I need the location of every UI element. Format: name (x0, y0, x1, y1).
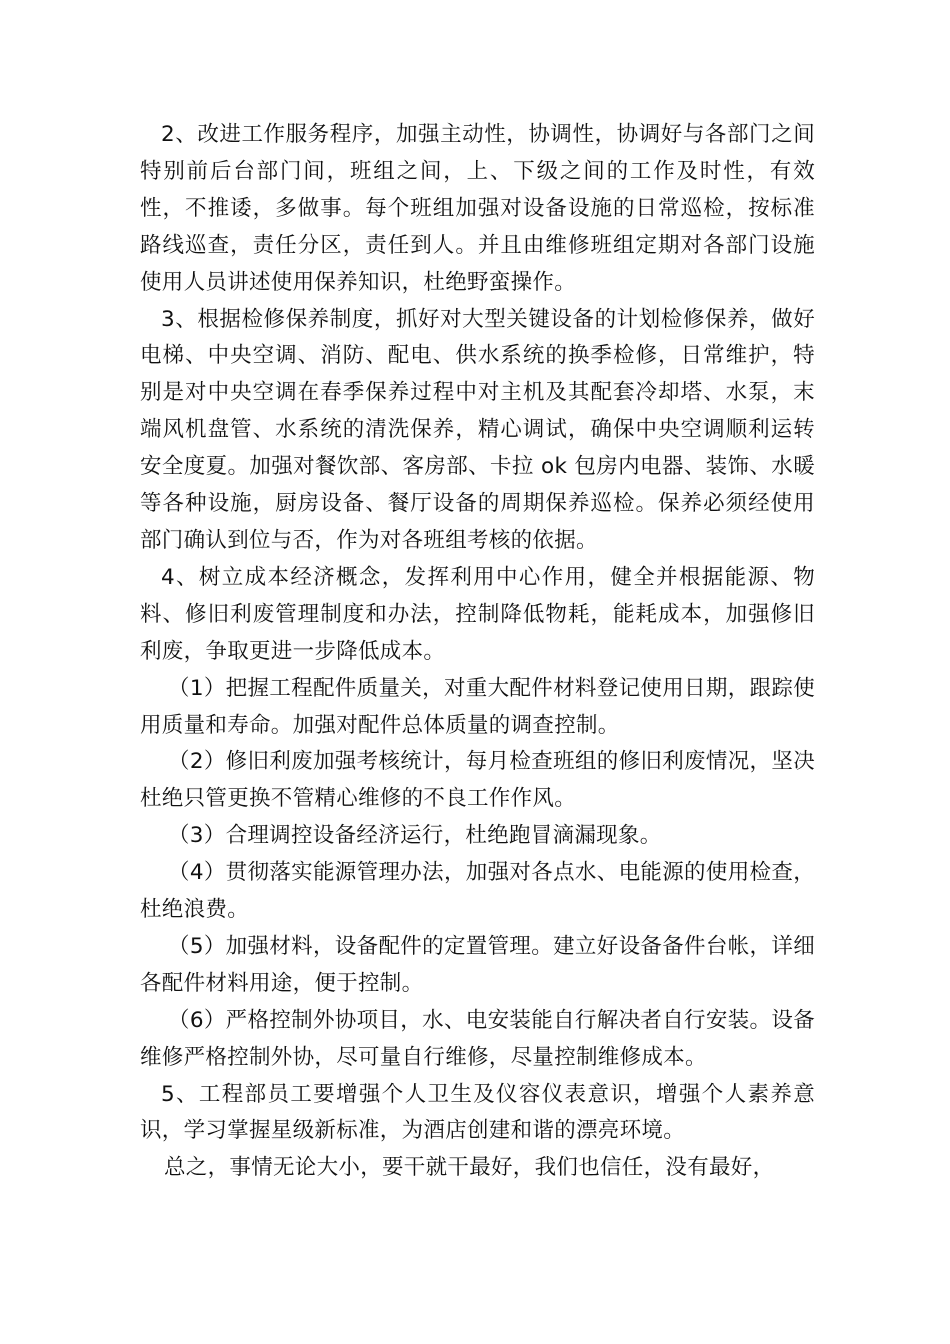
paragraph-item-3: 3、根据检修保养制度，抓好对大型关键设备的计划检修保养，做好电梯、中央空调、消防、配电、供水系统的换季检修，日常维护，特别是对中央空调在春季保养过程中对主机及其配套冷却塔、水泵，末端风机盘管、水系统的清洗保养，精心调试，确保中央空调顺利运转安全度夏。加强对餐饮部、客房部、卡拉 ok 包房内电器、装饰、水暖等各种设施，厨房设备、餐厅设备的周期保养巡检。保养必须经使用部门确认到位与否，作为对各班组考核的依据。 (140, 306, 815, 553)
document-body (140, 117, 815, 1187)
paragraph-item-4: 4、树立成本经济概念，发挥利用中心作用，健全并根据能源、物料、修旧利废管理制度和办法，控制降低物耗，能耗成本，加强修旧利废，争取更进一步降低成本。 (140, 564, 815, 664)
sub-item-1: （1）把握工程配件质量关，对重大配件材料登记使用日期，跟踪使用质量和寿命。加强对配件总体质量的调查控制。 (140, 675, 815, 738)
sub-item-6: （6）严格控制外协项目，水、电安装能自行解决者自行安装。设备维修严格控制外协，尽可量自行维修，尽量控制维修成本。 (140, 1007, 815, 1070)
conclusion-paragraph: 总之，事情无论大小，要干就干最好，我们也信任，没有最好， (164, 1155, 775, 1181)
sub-item-3: （3）合理调控设备经济运行，杜绝跑冒滴漏现象。 (168, 823, 662, 849)
sub-item-4: （4）贯彻落实能源管理办法，加强对各点水、电能源的使用检查，杜绝浪费。 (140, 860, 815, 923)
sub-item-2: （2）修旧利废加强考核统计，每月检查班组的修旧利废情况，坚决杜绝只管更换不管精心维修的不良工作作风。 (140, 749, 815, 812)
paragraph-item-2: 2、改进工作服务程序，加强主动性，协调性，协调好与各部门之间特别前后台部门间，班组之间，上、下级之间的工作及时性，有效性，不推诿，多做事。每个班组加强对设备设施的日常巡检，按标准路线巡查，责任分区，责任到人。并且由维修班组定期对各部门设施使用人员讲述使用保养知识，杜绝野蛮操作。 (140, 122, 815, 295)
paragraph-item-5: 5、工程部员工要增强个人卫生及仪容仪表意识，增强个人素养意识，学习掌握星级新标准，为酒店创建和谐的漂亮环境。 (140, 1081, 815, 1144)
sub-item-5: （5）加强材料，设备配件的定置管理。建立好设备备件台帐，详细各配件材料用途，便于控制。 (140, 933, 815, 996)
